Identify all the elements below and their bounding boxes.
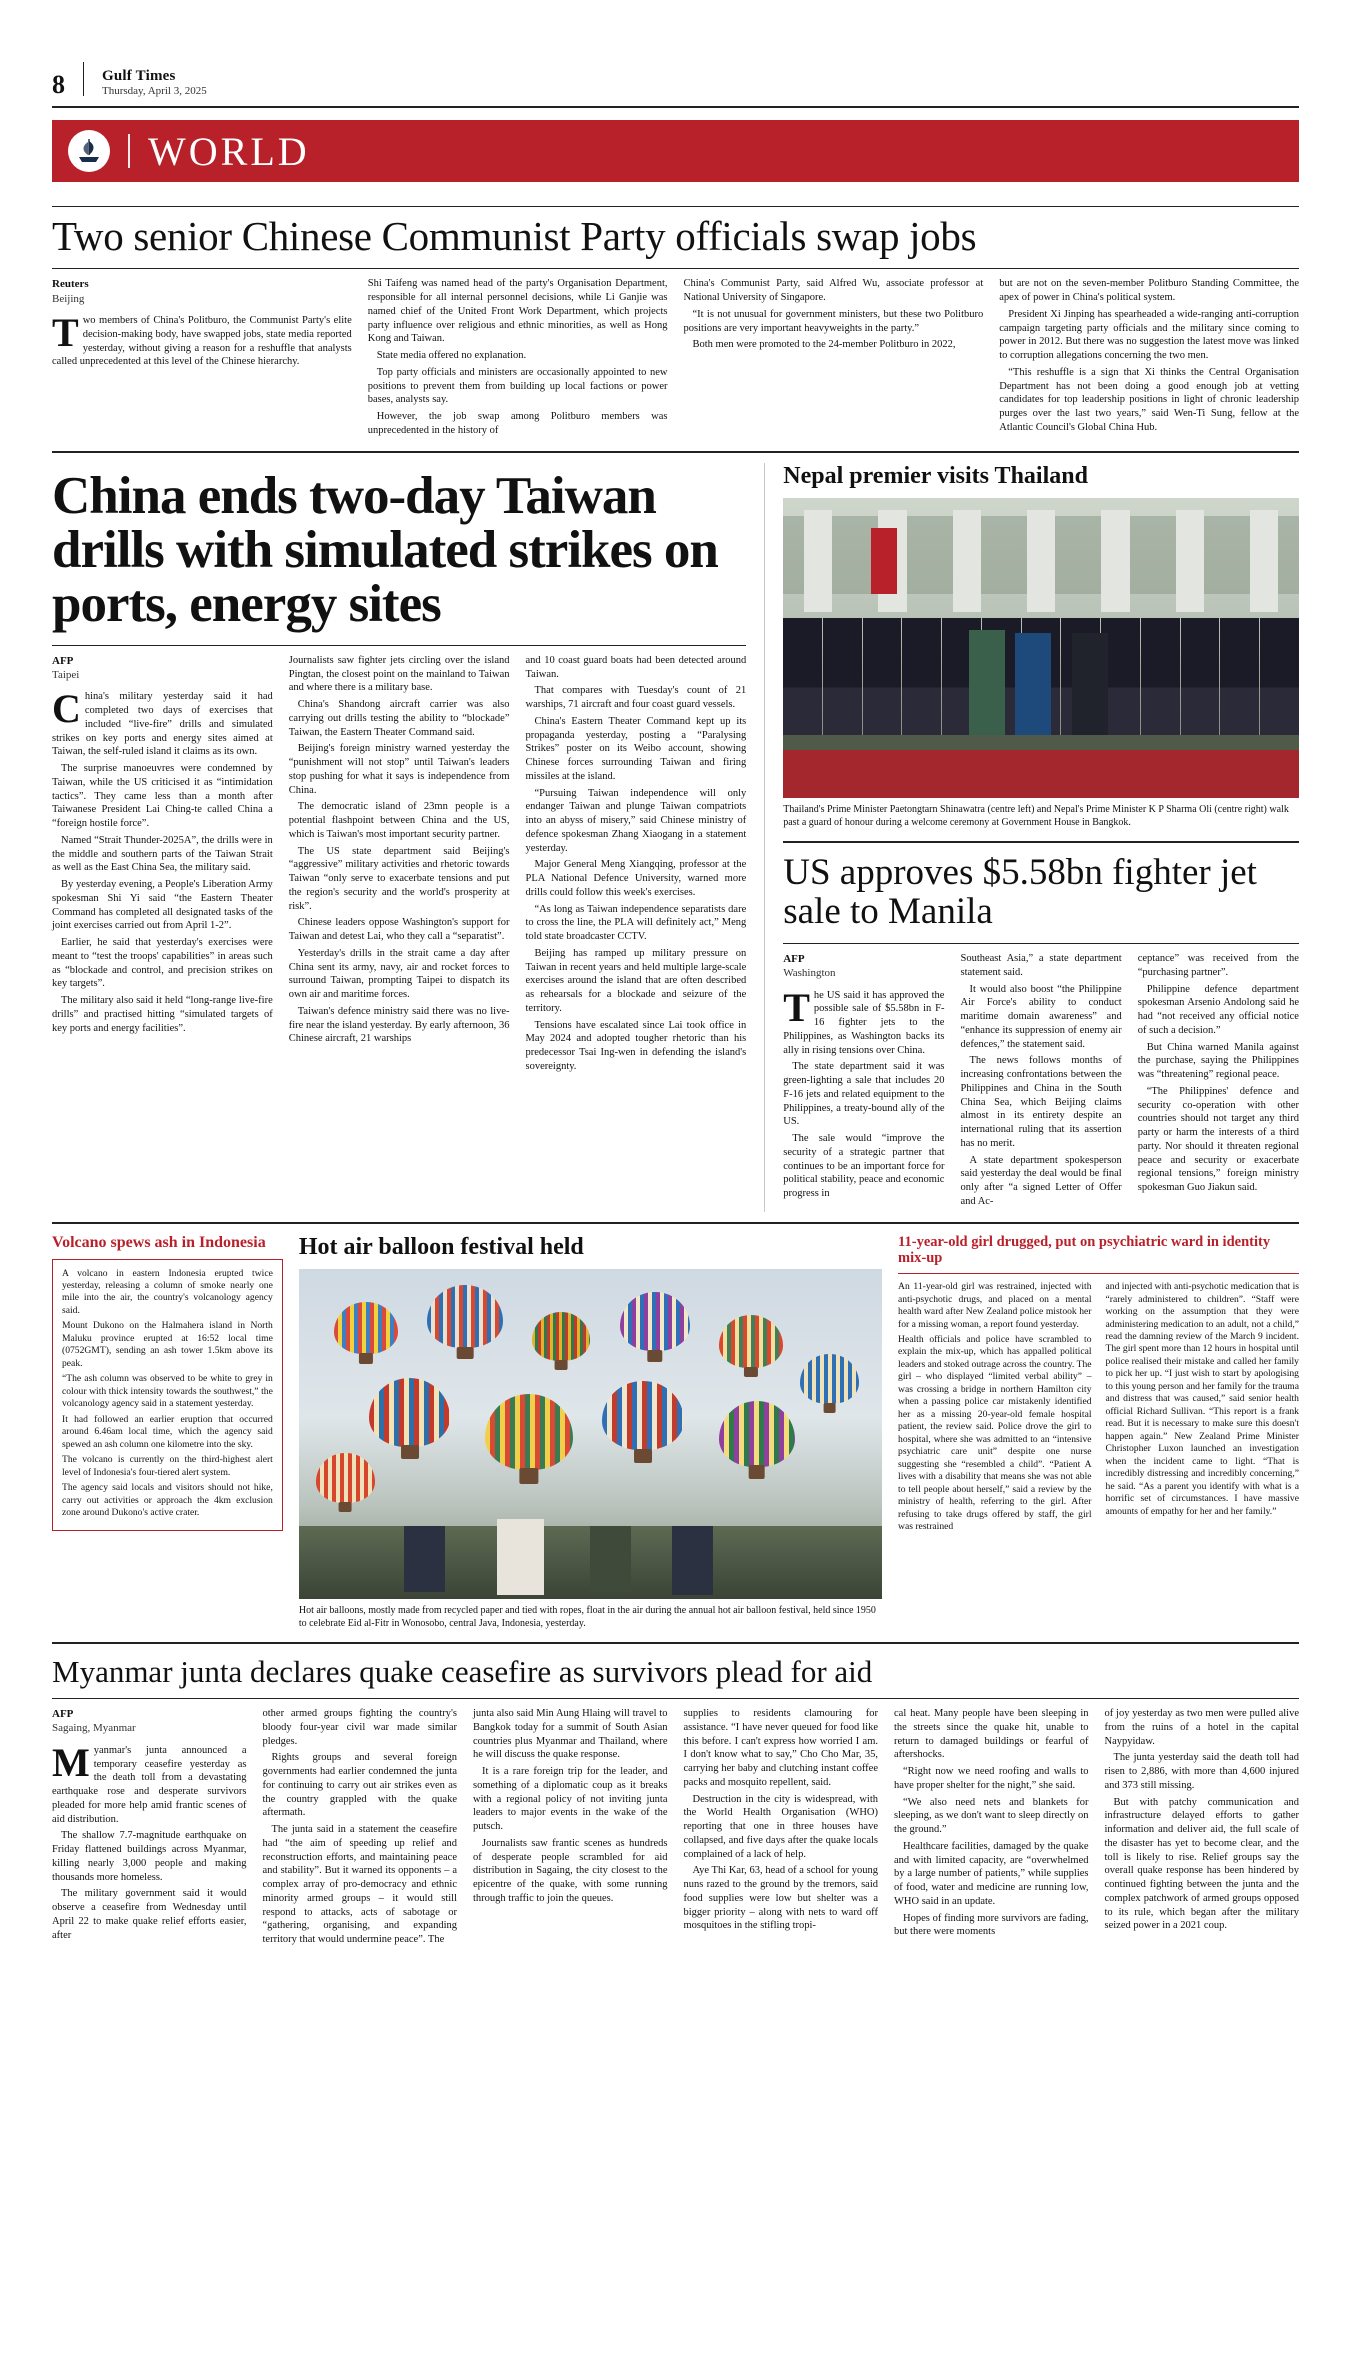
taiwan-headline: China ends two-day Taiwan drills with simulated strikes on ports, energy sites bbox=[52, 466, 718, 633]
paragraph: “Pursuing Taiwan independence will only endanger Taiwan and plunge Taiwan compatriots into an abyss of misery,” said Chinese ministry of defence spokesman Zhang Xiaogang in a statement yesterday. bbox=[525, 787, 747, 854]
paragraph: Beijing has ramped up military pressure on Taiwan in recent years and held multiple large-scale exercises around the island that are often described as rehearsals for a blockade and seizure of the territory. bbox=[525, 947, 747, 1014]
paragraph: Philippine defence department spokesman Arsenio Andolong said he had “not received any official notice of such a decision.” bbox=[1137, 983, 1299, 1036]
paragraph: Healthcare facilities, damaged by the quake and with limited capacity, are “overwhelmed by a large number of patients,” while supplies of food, water and medicine are running low, WHO said in an update. bbox=[894, 1840, 1089, 1907]
byline-agency: AFP bbox=[783, 953, 805, 966]
paragraph: The military government said it would observe a ceasefire from Wednesday until April 22 to make quake relief efforts easier, after bbox=[52, 1888, 247, 1941]
paragraph: cal heat. Many people have been sleeping in the streets since the quake hit, unable to return to damaged buildings or fearful of aftershocks. bbox=[894, 1708, 1089, 1761]
paragraph: other armed groups fighting the country's bloody four-year civil war made similar pledges. bbox=[262, 1708, 457, 1747]
paragraph: The sale would “improve the security of a strategic partner that continues to be an important force for political stability, peace and economic progress in bbox=[783, 1133, 945, 1200]
column bbox=[960, 952, 1121, 1212]
paragraph: The junta yesterday said the death toll had risen to 2,886, with more than 4,600 injured and 373 still missing. bbox=[1104, 1752, 1299, 1791]
byline-place: Taipei bbox=[52, 669, 80, 682]
paragraph: “This reshuffle is a sign that Xi thinks the Central Organisation Department has not been doing a good enough job at vetting candidates for top leadership positions in light of chronic leadership purges over the last two years,” said Wen-Ti Sung, fellow at the Atlantic Council's Global China Hub. bbox=[999, 366, 1299, 433]
manila-columns bbox=[783, 952, 1299, 1212]
paragraph: Journalists saw fighter jets circling over the island Pingtan, the closest point on the mainland to Taiwan and where there is a military base. bbox=[288, 654, 510, 694]
paragraph: Health officials and police have scrambled to explain the mix-up, which has appalled political leaders and stoked outrage across the country. The girl – who displayed “limited verbal ability” – was crossing a bridge in northern Hamilton city when a passing police car mistakenly identified her as a missing 20-year-old female hospital patient, the review said. Police drove the girl to hospital, where she was admitted to an “intensive psychiatric care unit” despite one nurse suggesting she “resembled a child”. “Patient A lives with a disability that means she was not able to tell people about herself,” said a review by the ministry of health, referring to the girl. After refusing to take drugs offered by staff, the girl was restrained bbox=[898, 1333, 1092, 1533]
paragraph: It would also boost “the Philippine Air Force's ability to conduct maritime domain awareness” and “enhance its suppression of enemy air defences,” the statement said. bbox=[960, 983, 1122, 1050]
balloon-photo bbox=[299, 1269, 882, 1599]
column bbox=[289, 654, 510, 1077]
byline bbox=[783, 952, 944, 981]
band-divider bbox=[128, 134, 130, 168]
paper-name: Gulf Times bbox=[102, 68, 176, 85]
column bbox=[52, 277, 352, 440]
paragraph: Shi Taifeng was named head of the party's Organisation Department, responsible for all internal personnel decisions, while Li Ganjie was named chief of the United Front Work Department, which projects party influence over religious and ethnic minorities, as well as Hong Kong and Taiwan. bbox=[367, 278, 668, 345]
byline-place: Sagaing, Myanmar bbox=[52, 1722, 136, 1735]
volcano-box bbox=[52, 1259, 283, 1532]
mixup-body bbox=[898, 1281, 1299, 1533]
paragraph: “We also need nets and blankets for sleeping, as we don't want to sleep directly on the ground.” bbox=[894, 1796, 1089, 1836]
paragraph: China's Shandong aircraft carrier was also carrying out drills testing the ability to “blockade” Taiwan, the Eastern Theater Command said. bbox=[288, 699, 510, 738]
paragraph: Taiwan's defence ministry said there was no live-fire near the island yesterday. By early afternoon, 36 Chinese aircraft, 21 warships bbox=[288, 1005, 510, 1045]
column bbox=[263, 1707, 458, 1950]
volcano-headline: Volcano spews ash in Indonesia bbox=[52, 1233, 266, 1251]
volcano-story bbox=[52, 1234, 283, 1630]
byline-agency: AFP bbox=[52, 1708, 74, 1721]
feature-strip bbox=[52, 1234, 1299, 1630]
taiwan-columns bbox=[52, 654, 746, 1077]
paragraph: Mount Dukono on the Halmahera island in North Maluku province erupted at 16:52 local time (0752GMT), sending an ash tower 1.5km above its peak. bbox=[62, 1320, 273, 1369]
byline-agency: Reuters bbox=[52, 278, 89, 291]
section-title: WORLD bbox=[148, 128, 310, 174]
paragraph: A volcano in eastern Indonesia erupted twice yesterday, releasing a column of smoke nearly one mile into the air, the country's volcanology agency said. bbox=[62, 1267, 273, 1316]
paragraph: But China warned Manila against the purchase, saying the Philippines was “threatening” regional peace. bbox=[1137, 1041, 1299, 1081]
paragraph: ceptance” was received from the “purchasing partner”. bbox=[1137, 953, 1299, 978]
masthead-divider bbox=[83, 62, 84, 96]
paragraph: Major General Meng Xiangqing, professor at the PLA National Defence University, warned more drills could follow this week's exercises. bbox=[525, 859, 747, 898]
myanmar-columns bbox=[52, 1707, 1299, 1950]
byline bbox=[52, 654, 273, 683]
masthead bbox=[52, 0, 1299, 98]
column bbox=[52, 1707, 247, 1950]
paragraph: The junta said in a statement the ceasefire had “the aim of speeding up relief and reconstruction efforts, and maintaining peace and stability”. But it warned its opponents – a complex array of pro-democracy and ethnic minority armed groups – it would still respond to attacks, acts of sabotage or “gathering, organising, and expanding territory that would undermine peace”. The bbox=[262, 1824, 457, 1946]
paragraph: But with patchy communication and infrastructure delayed efforts to gather information and deliver aid, the full scale of the disaster has yet to become clear, and the toll is likely to rise. Relief groups say the overall quake response has been hindered by continued fighting between the junta and the complex patchwork of armed groups opposed to its rule, which began after the military seized power in a 2021 coup. bbox=[1104, 1796, 1299, 1932]
paragraph: The agency said locals and visitors should not hike, carry out activities or approach the 4km exclusion zone around Dukono's active crater. bbox=[62, 1482, 273, 1518]
nepal-photo bbox=[783, 498, 1299, 798]
paragraph: junta also said Min Aung Hlaing will travel to Bangkok today for a summit of South Asian countries plus Myanmar and Thailand, where he will discuss the quake response. bbox=[473, 1708, 668, 1761]
paragraph: China's military yesterday said it had completed two days of exercises that included “live-fire” drills and simulated strikes on key ports and energy sites aimed at Taiwan, the self-ruled island it claims as its own. bbox=[52, 686, 273, 758]
top-story bbox=[52, 182, 1299, 441]
byline-place: Beijing bbox=[52, 292, 85, 305]
paragraph: By yesterday evening, a People's Liberation Army spokesman Shi Yi said “the Eastern Theater Command has completed all designated tasks of the joint exercises carried out from April 1-2”. bbox=[52, 879, 273, 932]
myanmar-story bbox=[52, 1653, 1299, 1950]
column bbox=[684, 1707, 879, 1950]
paragraph: supplies to residents clamouring for assistance. “I have never queued for food like this before. I can't express how worried I am. I don't know what to say,” Cho Cho Mar, 35, carrying her baby and clutching instant coffee packs and mosquito repellent, said. bbox=[683, 1708, 878, 1788]
paragraph: China's Eastern Theater Command kept up its propaganda yesterday, posting a “Paralysing Strikes” poster on its Weibo account, showing Chinese forces surrounding Taiwan and firing missiles at the island. bbox=[525, 715, 747, 782]
paragraph: Tensions have escalated since Lai took office in May 2024 and adopted tougher rhetoric than his predecessor Tsai Ing-wen in defending the island's sovereignty. bbox=[525, 1019, 747, 1072]
byline-place: Washington bbox=[783, 967, 836, 980]
mixup-story bbox=[898, 1234, 1299, 1630]
paragraph: “Right now we need roofing and walls to have proper shelter for the night,” she said. bbox=[894, 1766, 1089, 1791]
paragraph: Two members of China's Politburo, the Communist Party's elite decision-making body, have swapped jobs, state media reported yesterday, without giving a reason for a reshuffle that analysts called unprecedented at this level of the Chinese hierarchy. bbox=[52, 310, 352, 368]
paragraph: Journalists saw frantic scenes as hundreds of desperate people scrambled for aid distribution in Sagaing, the city closest to the epicentre of the quake, with some running through traffic to join the queues. bbox=[473, 1837, 668, 1904]
column bbox=[684, 277, 984, 440]
byline-agency: AFP bbox=[52, 654, 74, 667]
top-story-headline: Two senior Chinese Communist Party officials swap jobs bbox=[52, 213, 977, 259]
paragraph: Destruction in the city is widespread, with the World Health Organisation (WHO) reporting that one in three houses have collapsed, and five days after the quake locals complained of a lack of help. bbox=[683, 1793, 878, 1860]
column bbox=[473, 1707, 668, 1950]
column bbox=[1105, 1707, 1300, 1950]
paragraph: Myanmar's junta announced a temporary ceasefire yesterday as the death toll from a devastating earthquake rose and desperate survivors pleaded for more help amid frantic scenes of aid distribution. bbox=[52, 1739, 247, 1825]
byline bbox=[52, 277, 352, 306]
paragraph: of joy yesterday as two men were pulled alive from the ruins of a hotel in the capital Naypyidaw. bbox=[1104, 1708, 1299, 1747]
nepal-photo-caption: Thailand's Prime Minister Paetongtarn Shinawatra (centre left) and Nepal's Prime Minister K P Sharma Oli (centre right) walk past a guard of honour during a welcome ceremony at Government House in Bangkok. bbox=[783, 803, 1289, 828]
mixup-headline: 11-year-old girl drugged, put on psychiatric ward in identity mix-up bbox=[898, 1233, 1271, 1266]
taiwan-story bbox=[52, 463, 746, 1212]
nepal-photo-headline: Nepal premier visits Thailand bbox=[783, 462, 1088, 489]
paragraph: A state department spokesperson said yesterday the deal would be final only after “a signed Letter of Offer and Ac- bbox=[960, 1154, 1122, 1207]
paper-date: Thursday, April 3, 2025 bbox=[102, 85, 207, 98]
paragraph: Aye Thi Kar, 63, head of a school for young nuns razed to the ground by the tremors, said food supplies were low but shelter was a bigger priority – along with nets to ward off mosquitoes in the stifling tropi- bbox=[683, 1865, 878, 1932]
middle-block bbox=[52, 463, 1299, 1212]
paragraph: “It is not unusual for government ministers, but these two Politburo positions are very important heavyweights in the party.” bbox=[683, 308, 984, 334]
paragraph: Hopes of finding more survivors are fading, but there were moments bbox=[894, 1912, 1089, 1938]
paragraph: “The ash column was observed to be white to grey in colour with thick intensity towards the southwest,” the volcanology agency said in a statement yesterday. bbox=[62, 1373, 273, 1410]
paragraph: Beijing's foreign ministry warned yesterday the “punishment will not stop” until Taiwan's leaders stop pushing for what it says is independence from China. bbox=[288, 743, 510, 796]
paragraph: and 10 coast guard boats had been detected around Taiwan. bbox=[525, 654, 747, 680]
column bbox=[1138, 952, 1299, 1212]
paragraph: The news follows months of increasing confrontations between the Philippines and China in the South China Sea, which Beijing claims almost in its entirety despite an international ruling that its assertion has no merit. bbox=[960, 1055, 1122, 1149]
column bbox=[52, 654, 273, 1077]
paragraph: Named “Strait Thunder-2025A”, the drills were in the middle and southern parts of the Taiwan Strait as well as the East China Sea, the military said. bbox=[52, 834, 273, 874]
paragraph: Southeast Asia,” a state department statement said. bbox=[960, 953, 1122, 978]
byline bbox=[52, 1707, 247, 1736]
column bbox=[526, 654, 747, 1077]
myanmar-headline: Myanmar junta declares quake ceasefire as survivors plead for aid bbox=[52, 1653, 873, 1689]
paragraph: Both men were promoted to the 24-member Politburo in 2022, bbox=[692, 339, 956, 351]
paragraph: but are not on the seven-member Politburo Standing Committee, the apex of power in China's political system. bbox=[999, 278, 1299, 304]
paper-logo-icon bbox=[68, 130, 110, 172]
paragraph: The military also said it held “long-range live-fire drills” and practised hitting “simulated targets of key ports and energy facilities”. bbox=[52, 995, 273, 1034]
paragraph: “The Philippines' defence and security co-operation with other countries should not target any third party or harm the interests of a third party. Nor should it threaten regional peace and security or exacerbate regional tensions,” foreign ministry spokesman Guo Jiakun said. bbox=[1137, 1085, 1299, 1194]
column bbox=[783, 952, 944, 1212]
paragraph: Chinese leaders oppose Washington's support for Taiwan and detest Lai, who they call a “separatist”. bbox=[288, 917, 510, 943]
paragraph: That compares with Tuesday's count of 21 warships, 71 aircraft and four coast guard vessels. bbox=[525, 685, 747, 711]
paragraph: However, the job swap among Politburo members was unprecedented in the history of bbox=[367, 411, 668, 436]
page-number: 8 bbox=[52, 70, 65, 99]
paragraph: China's Communist Party, said Alfred Wu, associate professor at National University of Singapore. bbox=[683, 278, 984, 304]
paragraph: and injected with anti-psychotic medication that is “rarely administered to children”. “Staff were working on the assumption that they were administering medication to an adult, not a child,” read the damning review of the March 9 incident. The girl spent more than 12 hours in hospital until police realised their mistake and called her family to pick her up. “I just wish to start by apologising to this young person and her family for the trauma and distress that was caused,” said senior health official Richard Sullivan. “This report is a frank read. But it is necessary to make sure this doesn't happen again.” New Zealand Prime Minister Christopher Luxon launched an investigation when the incident came to light. “That is incredibly distressing and incredibly concerning,” he said. “As a parent you identify with what is a horrific set of circumstances. I have massive amounts of empathy for her and her family.” bbox=[1105, 1281, 1299, 1517]
paragraph: Rights groups and several foreign governments had earlier condemned the junta for continuing to carry out air strikes even as the country grappled with the quake aftermath. bbox=[262, 1752, 457, 1819]
paragraph: Top party officials and ministers are occasionally appointed to new positions to prevent them from building up local factions or power bases, analysts say. bbox=[367, 366, 668, 406]
section-band bbox=[52, 120, 1299, 182]
paragraph: It is a rare foreign trip for the leader, and something of a diplomatic coup as it breaks with a regional policy of not inviting junta leaders to major events in the wake of the putsch. bbox=[473, 1766, 668, 1833]
top-story-columns bbox=[52, 277, 1299, 440]
paragraph: The US said it has approved the possible sale of $5.58bn in F-16 fighter jets to the Philippines, as Washington backs its ally in rising tensions over China. bbox=[783, 984, 945, 1056]
masthead-rule bbox=[52, 106, 1299, 108]
right-column bbox=[764, 463, 1299, 1212]
paragraph: The volcano is currently on the third-highest alert level of Indonesia's four-tiered alert system. bbox=[62, 1454, 273, 1478]
column bbox=[894, 1707, 1089, 1950]
paragraph: Earlier, he said that yesterday's exercises were meant to “test the troops' capabilities” in areas such as “blockade and control, and precision strikes on key targets”. bbox=[52, 937, 273, 990]
paragraph: President Xi Jinping has spearheaded a wide-ranging anti-corruption campaign targeting party officials and the military since coming to power in 2012. But there was no suggestion the latest move was linked to corruption allegations concerning the two men. bbox=[999, 308, 1299, 362]
column bbox=[999, 277, 1299, 440]
paragraph: “As long as Taiwan independence separatists dare to cross the line, the PLA will definitely act,” Meng told state broadcaster CCTV. bbox=[525, 903, 747, 943]
balloon-photo-story bbox=[299, 1234, 882, 1630]
balloon-headline: Hot air balloon festival held bbox=[298, 1233, 584, 1260]
paragraph: The state department said it was green-lighting a sale that includes 20 F-16 jets and related equipment to the Philippines, a treaty-bound ally of the US. bbox=[783, 1061, 945, 1128]
paragraph: The shallow 7.7-magnitude earthquake on Friday flattened buildings across Myanmar, killing nearly 3,000 people and making thousands more homeless. bbox=[52, 1830, 247, 1883]
paragraph: Yesterday's drills in the strait came a day after China sent its army, navy, air and rocket forces to surround Taiwan, prompting Taipei to dispatch its own air and maritime forces. bbox=[288, 947, 510, 1001]
paragraph: The US state department said Beijing's “aggressive” military activities and rhetoric towards Taiwan “only serve to exacerbate tensions and put the region's security and the world's prosperity at risk”. bbox=[288, 845, 510, 912]
paragraph: The surprise manoeuvres were condemned by Taiwan, while the US criticised it as “intimidation tactics”. They came less than a month after Taiwanese President Lai Ching-te called China a “foreign hostile force”. bbox=[52, 763, 273, 830]
column bbox=[368, 277, 668, 440]
manila-headline: US approves $5.58bn fighter jet sale to Manila bbox=[783, 851, 1257, 932]
paragraph: State media offered no explanation. bbox=[376, 350, 527, 362]
paragraph: The democratic island of 23mn people is a potential flashpoint between China and the US, which is Taiwan's most important security partner. bbox=[288, 801, 510, 840]
paragraph: It had followed an earlier eruption that occurred around 6.46am local time, which the agency said spewed an ash column one kilometre into the sky. bbox=[62, 1413, 273, 1450]
balloon-photo-caption: Hot air balloons, mostly made from recycled paper and tied with ropes, float in the air during the annual hot air balloon festival, held since 1950 to celebrate Eid al-Fitr in Wonosobo, central Java, Indonesia, yesterday. bbox=[298, 1604, 876, 1629]
paragraph: An 11-year-old girl was restrained, injected with anti-psychotic drugs, and placed on a mental health ward after New Zealand police mistook her for a missing woman, a report found yesterday. bbox=[898, 1281, 1092, 1330]
